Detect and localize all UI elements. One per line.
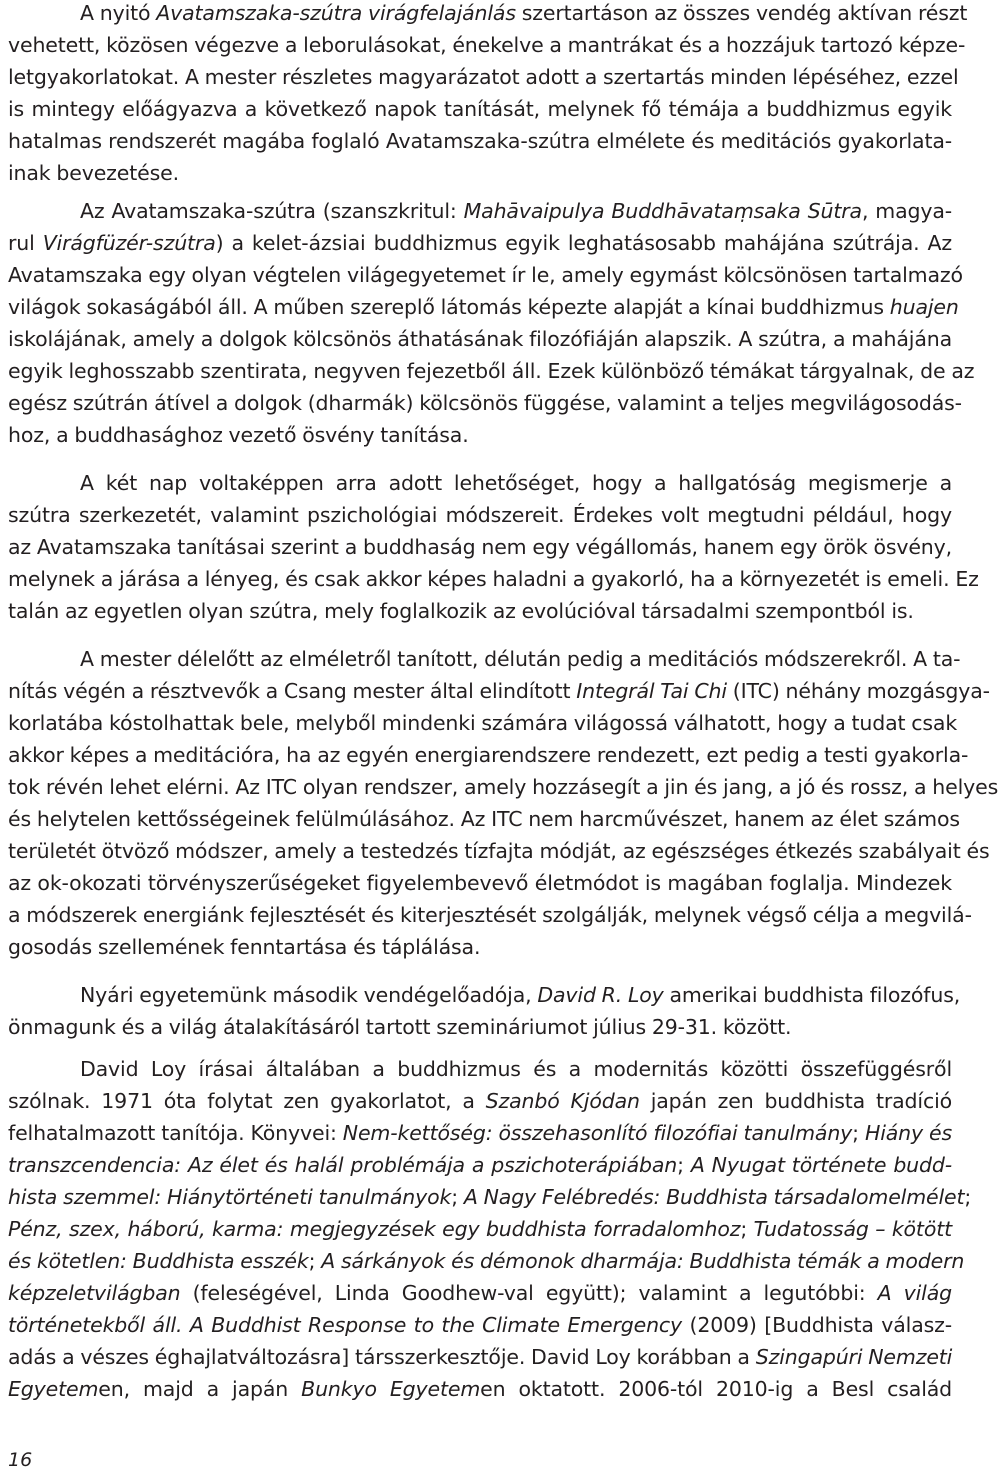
text-segment: A nyitó (80, 1, 157, 25)
italic-text: Virágfüzér-szútra (42, 231, 216, 255)
text-segment: vehetett, közösen végezve a leborulásokat, énekelve a mantrákat és a hozzájuk tartozó képze- (8, 33, 966, 57)
italic-text: Nem-kettőség: összehasonlító filozófiai tanulmány (342, 1121, 853, 1145)
text-line (8, 598, 952, 624)
text-segment: szólnak. 1971 óta folytat zen gyakorlatot, a (8, 1089, 486, 1113)
italic-text: A sárkányok és démonok dharmája: Buddhista témák a modern (321, 1249, 965, 1273)
text-line (8, 1184, 972, 1210)
italic-text: Avatamszaka-szútra virágfelajánlás (156, 1, 516, 25)
text-segment: tok révén lehet elérni. Az ITC olyan rendszer, amely hozzásegít a jin és jang, a jó és rossz, a helyes (8, 775, 998, 799)
text-segment: ; (677, 1153, 691, 1177)
text-segment: talán az egyetlen olyan szútra, mely foglalkozik az evolúcióval társadalmi szempontból is. (8, 599, 914, 623)
text-line (8, 96, 952, 122)
text-segment: ; (964, 1185, 972, 1209)
italic-text: transzcendencia: Az élet és halál problémája a pszichoterápiában (8, 1153, 678, 1177)
text-segment: szertartáson az összes vendég aktívan részt (515, 1, 968, 25)
italic-text: Szingapúri Nemzeti (755, 1345, 953, 1369)
italic-text: történetekből áll. (8, 1313, 183, 1337)
text-line (8, 1344, 952, 1370)
italic-text: Mahāvaipulya Buddhāvataṃsaka Sūtra (463, 199, 862, 223)
text-segment: amerikai buddhista filozófus, (663, 983, 961, 1007)
text-segment: az ok-okozati törvényszerűségeket figyelembevevő életmódot is magában foglalja. Mindezek (8, 871, 952, 895)
text-segment: A két nap voltaképpen arra adott lehetőséget, hogy a hallgatóság megismerje a (80, 471, 952, 495)
text-line (8, 902, 972, 928)
text-segment: a módszerek energiánk fejlesztését és kiterjesztését szolgálják, melynek végső célja a megvilá- (8, 903, 972, 927)
italic-text: Egyetem (8, 1377, 99, 1401)
italic-text: Integrál Tai Chi (576, 679, 727, 703)
text-segment: és helytelen kettősségeinek felülmúlásához. Az ITC nem harcművészet, hanem az élet számos (8, 807, 960, 831)
text-segment: , magya- (861, 199, 953, 223)
text-line (8, 198, 952, 224)
text-line (8, 502, 952, 528)
text-line (8, 422, 952, 448)
text-line (8, 230, 952, 256)
text-line (8, 710, 958, 736)
text-line (8, 1248, 965, 1274)
text-line (8, 160, 952, 186)
text-segment: ; (852, 1121, 865, 1145)
text-segment: gosodás szellemének fenntartása és táplálása. (8, 935, 481, 959)
text-segment: egyik leghosszabb szentirata, negyven fejezetből áll. Ezek különböző témákat tárgyalnak, de az (8, 359, 975, 383)
text-segment: en, majd a japán (98, 1377, 302, 1401)
text-line (8, 326, 952, 352)
text-segment: felhatalmazott tanítója. Könyvei: (8, 1121, 343, 1145)
text-segment: is mintegy előágyazva a következő napok tanítását, melynek fő témája a buddhizmus egyik (8, 97, 952, 121)
text-segment: adás a vészes éghajlatváltozásra] társszerkesztője. David Loy korábban a (8, 1345, 756, 1369)
italic-text: Bunkyo Egyetem (301, 1377, 481, 1401)
text-line (8, 1014, 952, 1040)
text-segment: ) a kelet-ázsiai buddhizmus egyik leghatásosabb mahájána szútrája. Az (215, 231, 952, 255)
text-segment: en oktatott. 2006-tól 2010-ig a Besl család (480, 1377, 953, 1401)
text-line (8, 870, 952, 896)
text-segment: iskolájának, amely a dolgok kölcsönös áthatásának filozófiáján alapszik. A szútra, a mahájána (8, 327, 952, 351)
text-segment: rul (8, 231, 43, 255)
text-line (8, 0, 968, 26)
text-line (8, 534, 952, 560)
text-segment: (ITC) néhány mozgásgya- (726, 679, 990, 703)
text-segment: szútra szerkezetét, valamint pszichológiai módszereit. Érdekes volt megtudni például, hogy (8, 503, 952, 527)
text-line (8, 32, 966, 58)
text-line (8, 1088, 952, 1114)
text-line (8, 1120, 952, 1146)
italic-text: A világ (877, 1281, 952, 1305)
text-segment: egész szútrán átível a dolgok (dharmák) kölcsönös függése, valamint a teljes megvilágosodás- (8, 391, 962, 415)
text-segment: területét ötvöző módszer, amely a testedzés tízfajta módját, az egészséges étkezés szabályait és (8, 839, 990, 863)
text-segment: Nyári egyetemünk második vendégelőadója, (80, 983, 538, 1007)
italic-text: huajen (889, 295, 959, 319)
italic-text: Szanbó Kjódan (485, 1089, 640, 1113)
text-segment: Avatamszaka egy olyan végtelen világegyetemet ír le, amely egymást kölcsönösen tartalmazó (8, 263, 963, 287)
italic-text: hista szemmel: Hiánytörténeti tanulmányok (8, 1185, 452, 1209)
text-segment: korlatába kóstolhattak bele, melyből mindenki számára világossá válhatott, hogy a tudat csak (8, 711, 958, 735)
text-segment: (2009) [Buddhista válasz- (682, 1313, 953, 1337)
text-line (8, 1280, 952, 1306)
text-line (8, 1216, 952, 1242)
text-segment: önmagunk és a világ átalakításáról tartott szemináriumot július 29-31. között. (8, 1015, 792, 1039)
text-line (8, 64, 959, 90)
text-segment: melynek a járása a lényeg, és csak akkor képes haladni a gyakorló, ha a környezetét is emeli. Ez (8, 567, 979, 591)
text-line (8, 358, 975, 384)
italic-text: A Buddhist Response to the Climate Emergency (189, 1313, 683, 1337)
text-line (8, 1312, 952, 1338)
text-segment: japán zen buddhista tradíció (639, 1089, 953, 1113)
text-segment: (feleségével, Linda Goodhew-val együtt); valamint a legutóbbi: (180, 1281, 878, 1305)
text-line (8, 1056, 952, 1082)
text-segment: ; (308, 1249, 322, 1273)
text-line (8, 1376, 952, 1402)
italic-text: David R. Loy (537, 983, 664, 1007)
text-line (8, 934, 952, 960)
text-segment (182, 1313, 189, 1337)
text-segment: inak bevezetése. (8, 161, 179, 185)
italic-text: képzeletvilágban (8, 1281, 181, 1305)
text-line (8, 742, 969, 768)
text-line (8, 806, 960, 832)
text-line (8, 128, 952, 154)
text-segment: hoz, a buddhasághoz vezető ösvény tanítása. (8, 423, 469, 447)
text-segment: nítás végén a résztvevők a Csang mester által elindított (8, 679, 577, 703)
text-line (8, 678, 990, 704)
text-line (8, 566, 979, 592)
text-segment: akkor képes a meditációra, ha az egyén energiarendszere rendezett, ezt pedig a testi gyakorla- (8, 743, 969, 767)
italic-text: A Nagy Felébredés: Buddhista társadalomelmélet (463, 1185, 965, 1209)
italic-text: és kötetlen: Buddhista esszék (8, 1249, 309, 1273)
text-segment: ; (451, 1185, 464, 1209)
text-line (8, 982, 961, 1008)
text-line (8, 646, 961, 672)
text-line (8, 470, 952, 496)
text-segment: Az Avatamszaka-szútra (szanszkritul: (80, 199, 464, 223)
text-segment: ; (740, 1217, 754, 1241)
text-segment: A mester délelőtt az elméletről tanított, délután pedig a meditációs módszerekről. A ta- (80, 647, 961, 671)
text-line (8, 262, 963, 288)
text-line (8, 1152, 952, 1178)
text-line (8, 774, 998, 800)
text-segment: David Loy írásai általában a buddhizmus és a modernitás közötti összefüggésről (80, 1057, 952, 1081)
italic-text: Pénz, szex, háború, karma: megjegyzések egy buddhista forradalomhoz (8, 1217, 741, 1241)
text-line (8, 294, 959, 320)
text-segment: hatalmas rendszerét magába foglaló Avatamszaka-szútra elmélete és meditációs gyakorlata- (8, 129, 952, 153)
text-segment: az Avatamszaka tanításai szerint a buddhaság nem egy végállomás, hanem egy örök ösvény, (8, 535, 952, 559)
text-segment: letgyakorlatokat. A mester részletes magyarázatot adott a szertartás minden lépéséhez, ezzel (8, 65, 959, 89)
page-number: 16 (8, 1449, 33, 1471)
italic-text: A Nyugat története budd- (690, 1153, 953, 1177)
text-segment: világok sokaságából áll. A műben szereplő látomás képezte alapját a kínai buddhizmus (8, 295, 890, 319)
text-line (8, 390, 962, 416)
italic-text: Tudatosság – kötött (753, 1217, 952, 1241)
text-line (8, 838, 990, 864)
italic-text: Hiány és (864, 1121, 952, 1145)
